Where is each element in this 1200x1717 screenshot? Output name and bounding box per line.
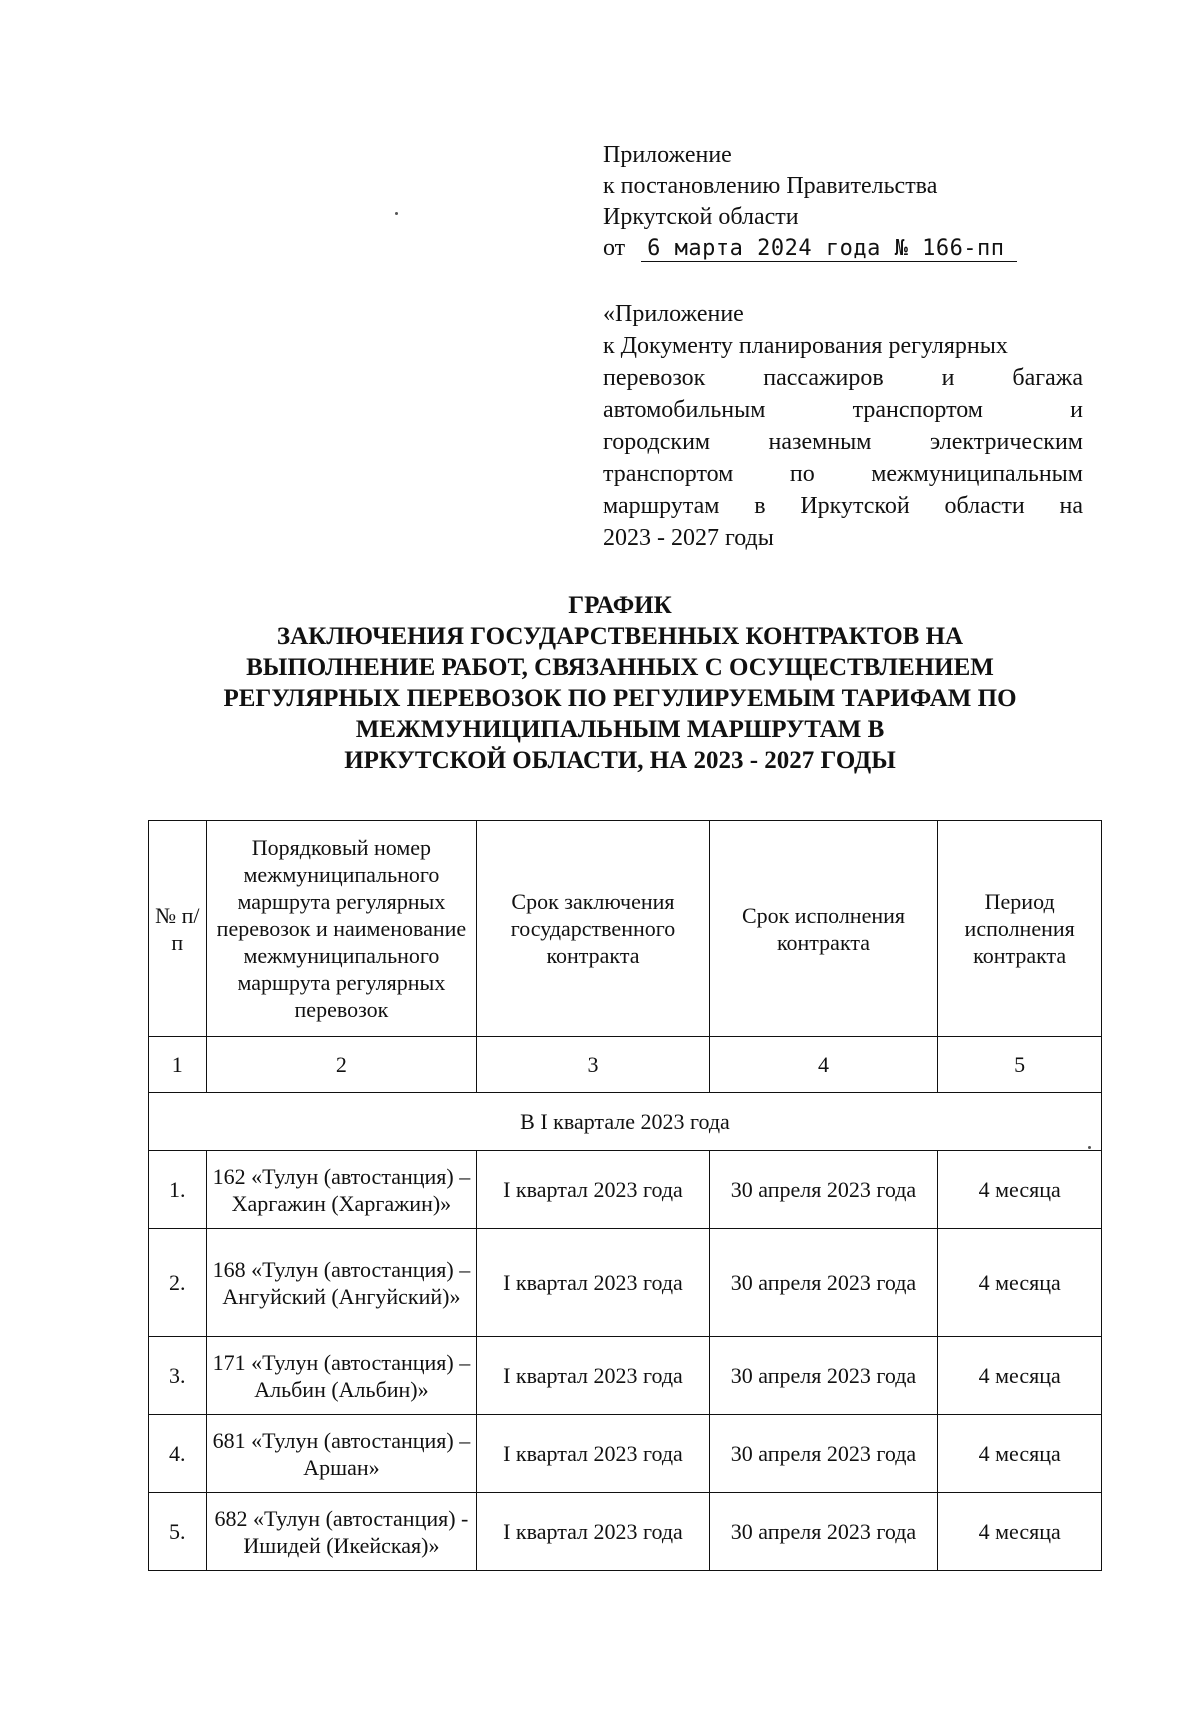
row-number: 4.: [149, 1415, 207, 1493]
header-cell-execution-term: Срок исполнения контракта: [709, 821, 938, 1037]
execution-term: 30 апреля 2023 года: [709, 1337, 938, 1415]
header-cell-number: № п/п: [149, 821, 207, 1037]
column-number: 4: [709, 1037, 938, 1093]
header-cell-conclusion-term: Срок заключения государственного контракта: [477, 821, 709, 1037]
route-name: 681 «Тулун (автостанция) – Аршан»: [206, 1415, 477, 1493]
ref-line: маршрутам в Иркутской области на: [603, 493, 1083, 519]
execution-term: 30 апреля 2023 года: [709, 1415, 938, 1493]
appendix-title: Приложение: [603, 142, 732, 168]
title-line: ГРАФИК: [568, 592, 672, 619]
conclusion-term: I квартал 2023 года: [477, 1415, 709, 1493]
execution-term: 30 апреля 2023 года: [709, 1493, 938, 1571]
appendix-header: [603, 140, 1083, 264]
document-title: [140, 590, 1100, 776]
header-cell-execution-period: Период исполнения контракта: [938, 821, 1102, 1037]
row-number: 2.: [149, 1229, 207, 1337]
execution-period: 4 месяца: [938, 1415, 1102, 1493]
table-row: [149, 1415, 1102, 1493]
ref-line: «Приложение: [603, 301, 744, 327]
title-line: ВЫПОЛНЕНИЕ РАБОТ, СВЯЗАННЫХ С ОСУЩЕСТВЛЕНИЕМ: [246, 654, 994, 681]
order-number: 6 марта 2024 года № 166-пп: [641, 236, 1016, 262]
ref-line: к Документу планирования регулярных: [603, 333, 1008, 359]
execution-period: 4 месяца: [938, 1229, 1102, 1337]
ref-line: транспортом по межмуниципальным: [603, 461, 1083, 487]
word: к: [603, 173, 615, 199]
table-row: [149, 1229, 1102, 1337]
ref-line: перевозок пассажиров и багажа: [603, 365, 1083, 391]
execution-term: 30 апреля 2023 года: [709, 1151, 938, 1229]
ref-line: городским наземным электрическим: [603, 429, 1083, 455]
title-line: ИРКУТСКОЙ ОБЛАСТИ, НА 2023 - 2027 ГОДЫ: [344, 747, 896, 774]
route-name: 682 «Тулун (автостанция) - Ишидей (Икейская)»: [206, 1493, 477, 1571]
word: постановлению: [620, 173, 781, 199]
title-line: РЕГУЛЯРНЫХ ПЕРЕВОЗОК ПО РЕГУЛИРУЕМЫМ ТАРИФАМ ПО: [223, 685, 1017, 712]
table-row: [149, 1493, 1102, 1571]
ref-line: автомобильным транспортом и: [603, 397, 1083, 423]
execution-term: 30 апреля 2023 года: [709, 1229, 938, 1337]
appendix-reference: [603, 298, 1083, 554]
column-number: 1: [149, 1037, 207, 1093]
column-number: 5: [938, 1037, 1102, 1093]
row-number: 3.: [149, 1337, 207, 1415]
conclusion-term: I квартал 2023 года: [477, 1337, 709, 1415]
word: Правительства: [786, 173, 938, 199]
order-date-line: [603, 233, 1083, 264]
contracts-schedule-table: [148, 820, 1102, 1571]
column-number-row: [149, 1037, 1102, 1093]
title-line: ЗАКЛЮЧЕНИЯ ГОСУДАРСТВЕННЫХ КОНТРАКТОВ НА: [276, 623, 964, 650]
row-number: 5.: [149, 1493, 207, 1571]
table-row: [149, 1337, 1102, 1415]
table-header-row: [149, 821, 1102, 1037]
execution-period: 4 месяца: [938, 1493, 1102, 1571]
section-label: В I квартале 2023 года: [149, 1093, 1102, 1151]
conclusion-term: I квартал 2023 года: [477, 1151, 709, 1229]
title-line: МЕЖМУНИЦИПАЛЬНЫМ МАРШРУТАМ В: [355, 716, 885, 743]
route-name: 162 «Тулун (автостанция) – Харгажин (Харгажин)»: [206, 1151, 477, 1229]
column-number: 3: [477, 1037, 709, 1093]
execution-period: 4 месяца: [938, 1337, 1102, 1415]
order-prefix: от: [603, 235, 626, 261]
table-row: [149, 1151, 1102, 1229]
conclusion-term: I квартал 2023 года: [477, 1493, 709, 1571]
route-name: 171 «Тулун (автостанция) – Альбин (Альбин)»: [206, 1337, 477, 1415]
header-cell-route: Порядковый номер межмуниципального маршрута регулярных перевозок и наименование межмуниципального маршрута регулярных перевозок: [206, 821, 477, 1037]
row-number: 1.: [149, 1151, 207, 1229]
scan-speck: [395, 212, 398, 215]
conclusion-term: I квартал 2023 года: [477, 1229, 709, 1337]
route-name: 168 «Тулун (автостанция) – Ангуйский (Ангуйский)»: [206, 1229, 477, 1337]
appendix-to-resolution: [603, 171, 1083, 202]
column-number: 2: [206, 1037, 477, 1093]
section-row: [149, 1093, 1102, 1151]
execution-period: 4 месяца: [938, 1151, 1102, 1229]
region-name: Иркутской области: [603, 204, 799, 230]
ref-line: 2023 - 2027 годы: [603, 525, 774, 551]
